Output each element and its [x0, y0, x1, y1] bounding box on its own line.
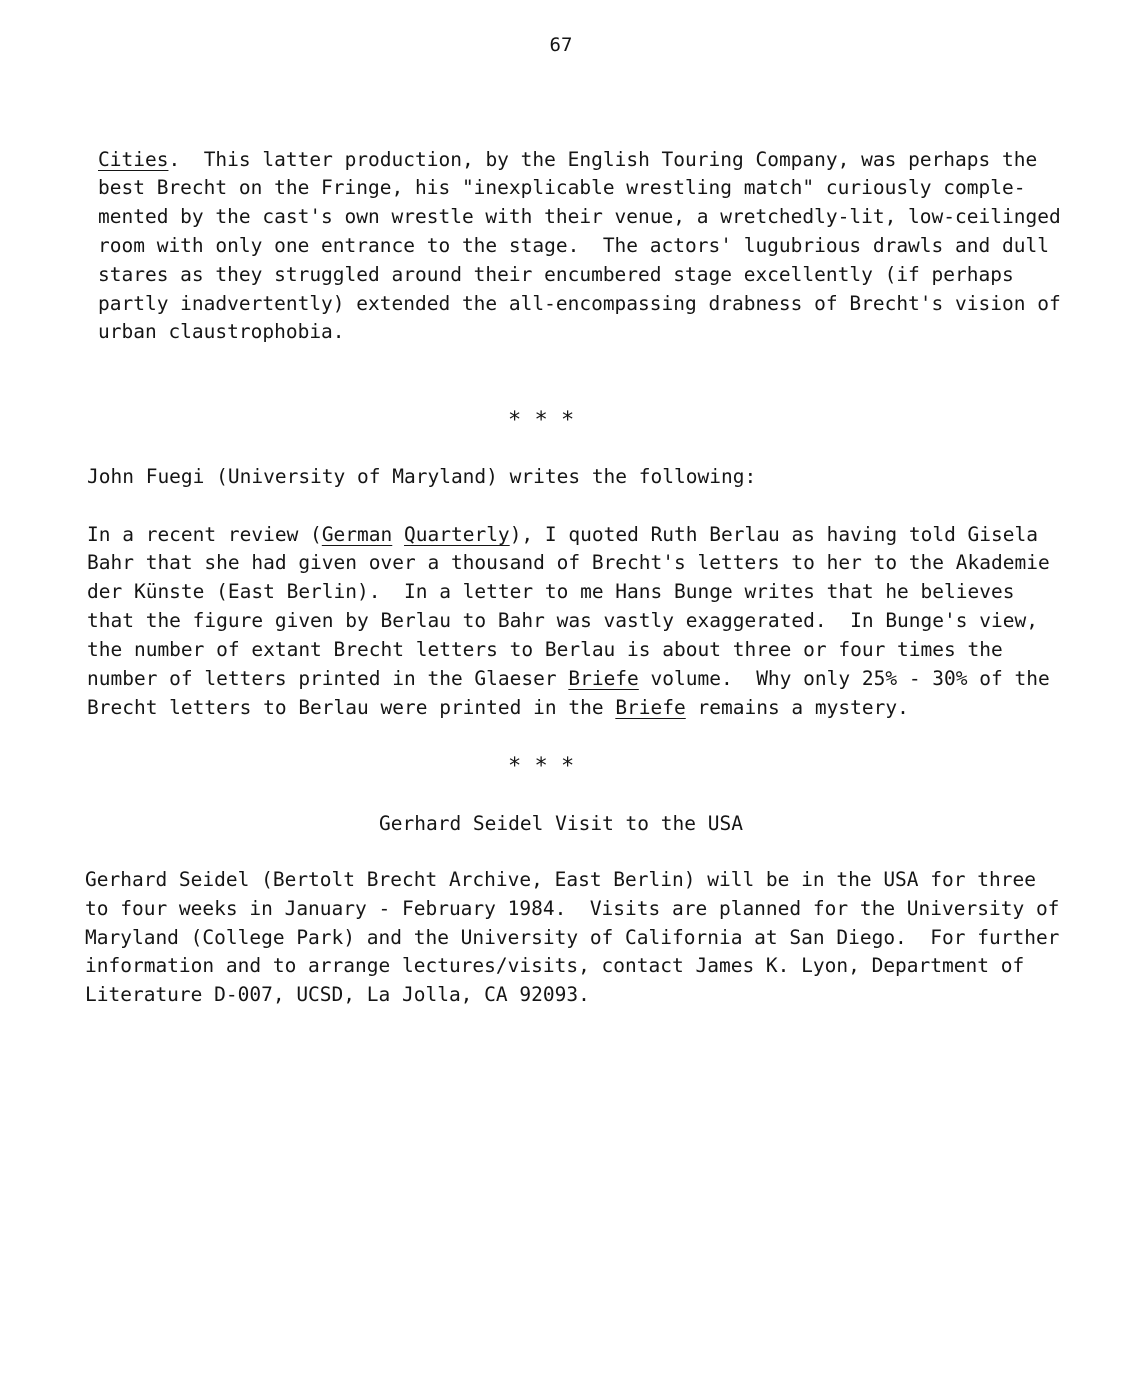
text-line: mented by the cast's own wrestle with their venue, a wretchedly-lit, low-ceilinged: [98, 205, 1061, 228]
text-line: partly inadvertently) extended the all-encompassing drabness of Brecht's vision of: [98, 292, 1061, 315]
text-line: Cities. This latter production, by the English Touring Company, was perhaps the: [98, 148, 1038, 171]
text-line: Maryland (College Park) and the University of California at San Diego. For further: [85, 926, 1060, 949]
text-line: the number of extant Brecht letters to Berlau is about three or four times the: [87, 638, 1003, 661]
title-briefe: Briefe: [568, 667, 639, 690]
title-german-quarterly: German: [321, 523, 393, 546]
title-briefe: Briefe: [615, 696, 686, 719]
text-line: Brecht letters to Berlau were printed in the Briefe remains a mystery.: [87, 696, 909, 719]
text-line: number of letters printed in the Glaeser Briefe volume. Why only 25% - 30% of the: [87, 667, 1050, 690]
text-line: information and to arrange lectures/visits, contact James K. Lyon, Department of: [85, 954, 1025, 977]
page-number: 67: [549, 34, 573, 56]
section-heading: Gerhard Seidel Visit to the USA: [379, 812, 743, 835]
section-separator: * * *: [508, 408, 575, 433]
text-line: Literature D-007, UCSD, La Jolla, CA 92093.: [85, 983, 590, 1006]
text-line: urban claustrophobia.: [98, 320, 345, 343]
text-line: room with only one entrance to the stage. The actors' lugubrious drawls and dull: [98, 234, 1049, 257]
text-line: best Brecht on the Fringe, his "inexplicable wrestling match" curiously comple-: [98, 176, 1026, 199]
section-separator: * * *: [508, 754, 575, 779]
text-line: to four weeks in January - February 1984. Visits are planned for the University of: [85, 897, 1060, 920]
text-line: In a recent review (German Quarterly), I quoted Ruth Berlau as having told Gisela: [87, 523, 1038, 546]
text-line: Bahr that she had given over a thousand of Brecht's letters to her to the Akademie: [87, 551, 1050, 574]
text-line: der Künste (East Berlin). In a letter to me Hans Bunge writes that he believes: [87, 580, 1015, 603]
text-line: that the figure given by Berlau to Bahr was vastly exaggerated. In Bunge's view,: [87, 609, 1038, 632]
fuegi-intro: John Fuegi (University of Maryland) writes the following:: [87, 465, 757, 488]
text-line: stares as they struggled around their encumbered stage excellently (if perhaps: [98, 263, 1014, 286]
text-line: Gerhard Seidel (Bertolt Brecht Archive, East Berlin) will be in the USA for three: [85, 868, 1036, 891]
title-cities: Cities: [98, 148, 169, 171]
